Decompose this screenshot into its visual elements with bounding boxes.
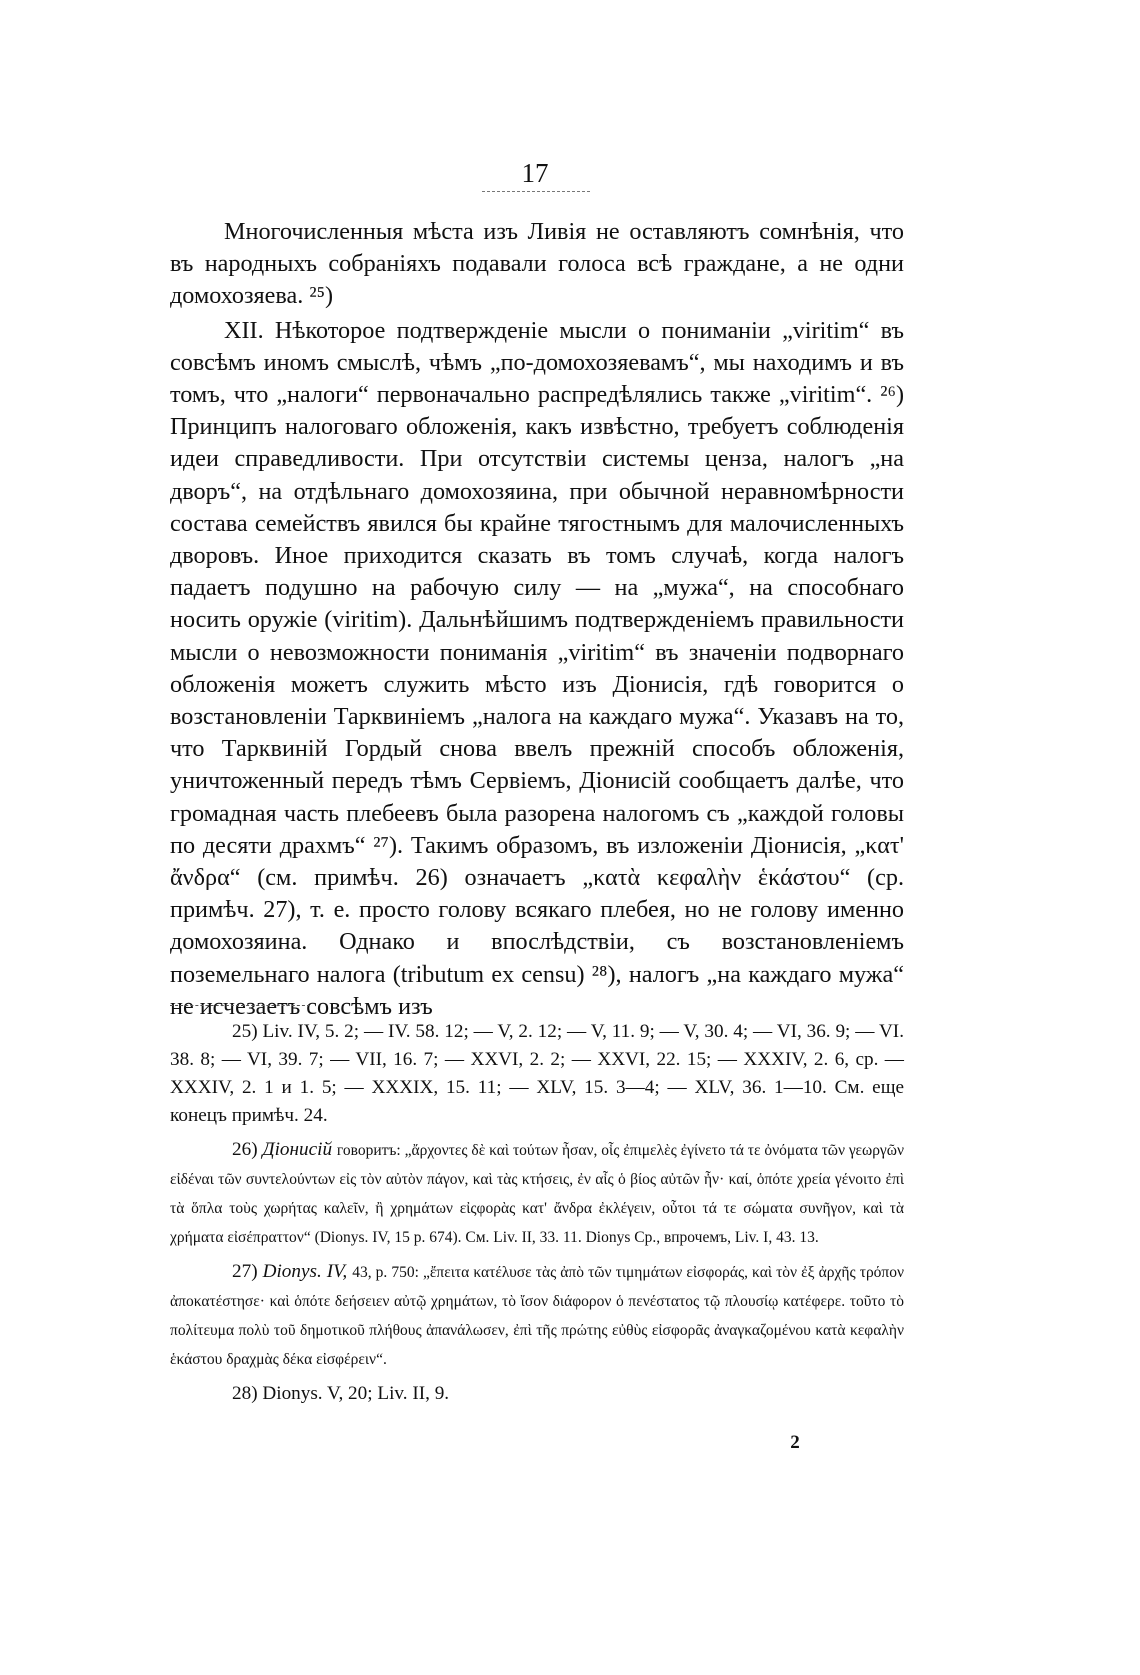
- footnotes: [170, 1018, 904, 1414]
- footnote-28: [170, 1380, 904, 1408]
- footnote-25: [170, 1018, 904, 1130]
- footnote-26: [170, 1136, 904, 1252]
- footnote-label: 27): [232, 1261, 258, 1282]
- footnote-rule: [170, 1005, 310, 1006]
- page-number: 17: [521, 158, 549, 188]
- main-text: [170, 216, 904, 1023]
- footnote-text: 43, p. 750: „ἔπειτα κατέλυσε τὰς ἀπὸ τῶν τιμημάτων εἰσφοράς, καὶ τὸν ἐξ ἀρχῆς τρόπον ἀποκατέστησε· καὶ ὁπότε δεήσειεν αὐτῷ χρημάτων, τὸ ἴσον διάφορον ὁ πενέστατος τῷ πλουσίῳ κατέφερε. τοῦτο τὸ πολίτευμα πολὺ τοῦ δημοτικοῦ πλήθους ἀπανάλωσεν, ἐπὶ τῆς πρώτης εὐθὺς εἰσφορᾶς ἀναγκαζομένου κατὰ κεφαλὴν ἑκάστου δραχμὰς δέκα εἰσφέρειν“.: [170, 1264, 905, 1368]
- footnote-text: говоритъ: „ἄρχοντες δὲ καὶ τούτων ἦσαν, οἷς ἐπιμελὲς ἐγίνετο τά τε ὀνόματα τῶν γεωργῶν εἰδέναι τῶν συντελούντων εἰς τὸν αὐτὸν πάγον, καὶ τὰς κτήσεις, ἐν αἷς ὁ βίος αὐτῶν ἦν· καί, ὁπότε χρεία γένοιτο ἐπὶ τὰ ὅπλα τοὺς χωρήτας καλεῖν, ἢ χρημάτων εἰςφορὰς κατ' ἄνδρα ἐκλέγειν, οὗτοι τά τε σώματα συνῆγον, καὶ τὰ χρήματα εἰσέπραττον“ (Dionys. IV, 15 p. 674). См. Liv. II, 33. 11. Dionys Ср., впрочемъ, Liv. I, 43. 13.: [170, 1142, 904, 1246]
- footnote-text: Dionys. V, 20; Liv. II, 9.: [262, 1383, 450, 1404]
- footnote-lead: Dionys. IV,: [262, 1261, 348, 1282]
- footnote-label: 26): [232, 1139, 258, 1160]
- footnote-27: [170, 1258, 904, 1374]
- header-rule: [482, 191, 590, 192]
- paragraph: Многочисленныя мѣста изъ Ливія не оставляютъ сомнѣнія, что въ народныхъ собраніяхъ подавали голоса всѣ граждане, а не одни домохозяева. ²⁵): [170, 218, 904, 310]
- footnote-lead: Діонисій: [262, 1139, 333, 1160]
- footnote-label: 28): [232, 1383, 258, 1404]
- signature-mark: 2: [790, 1432, 800, 1453]
- footnote-label: 25): [232, 1021, 258, 1042]
- paragraph: XII. Нѣкоторое подтвержденіе мысли о пониманіи „viritim“ въ совсѣмъ иномъ смыслѣ, чѣмъ „по-домохозяевамъ“, мы находимъ и въ томъ, что „налоги“ первоначально распредѣлялись также „viritim“. ²⁶) Принципъ налоговаго обложенія, какъ извѣстно, требуетъ соблюденія идеи справедливости. При отсутствіи системы ценза, налогъ „на дворъ“, на отдѣльнаго домохозяина, при обычной неравномѣрности состава семействъ явился бы крайне тягостнымъ для малочисленныхъ дворовъ. Иное приходится сказать въ томъ случаѣ, когда налогъ падаетъ подушно на рабочую силу — на „мужа“, на способнаго носить оружіе (viritim). Дальнѣйшимъ подтвержденіемъ правильности мысли о невозможности пониманія „viritim“ въ значеніи подворнаго обложенія можетъ служить мѣсто изъ Діонисія, гдѣ говорится о возстановленіи Тарквиніемъ „налога на каждаго мужа“. Указавъ на то, что Тарквиній Гордый снова ввелъ прежній способъ обложенія, уничтоженный передъ тѣмъ Сервіемъ, Діонисій сообщаетъ далѣе, что громадная часть плебеевъ была разорена налогомъ съ „каждой головы по десяти драхмъ“ ²⁷). Такимъ образомъ, въ изложеніи Діонисія, „κατ' ἄνδρα“ (см. примѣч. 26) означаетъ „κατὰ κεφαλὴν ἑκάστου“ (ср. примѣч. 27), т. е. просто голову всякаго плебея, но не голову именно домохозяина. Однако и впослѣдствіи, съ возстановленіемъ поземельнаго налога (tributum ex censu) ²⁸), налогъ „на каждаго мужа“ не исчезаетъ совсѣмъ изъ: [170, 316, 904, 1020]
- footnote-text: Liv. IV, 5. 2; — IV. 58. 12; — V, 2. 12; — V, 11. 9; — V, 30. 4; — VI, 36. 9; — VI. 38. 8; — VI, 39. 7; — VII, 16. 7; — XXVI, 2. 2; — XXVI, 22. 15; — XXXIV, 2. 6, ср. — XXXIV, 2. 1 и 1. 5; — XXXIX, 15. 11; — XLV, 15. 3—4; — XLV, 36. 1—10. См. еще конецъ примѣч. 24.: [170, 1021, 904, 1126]
